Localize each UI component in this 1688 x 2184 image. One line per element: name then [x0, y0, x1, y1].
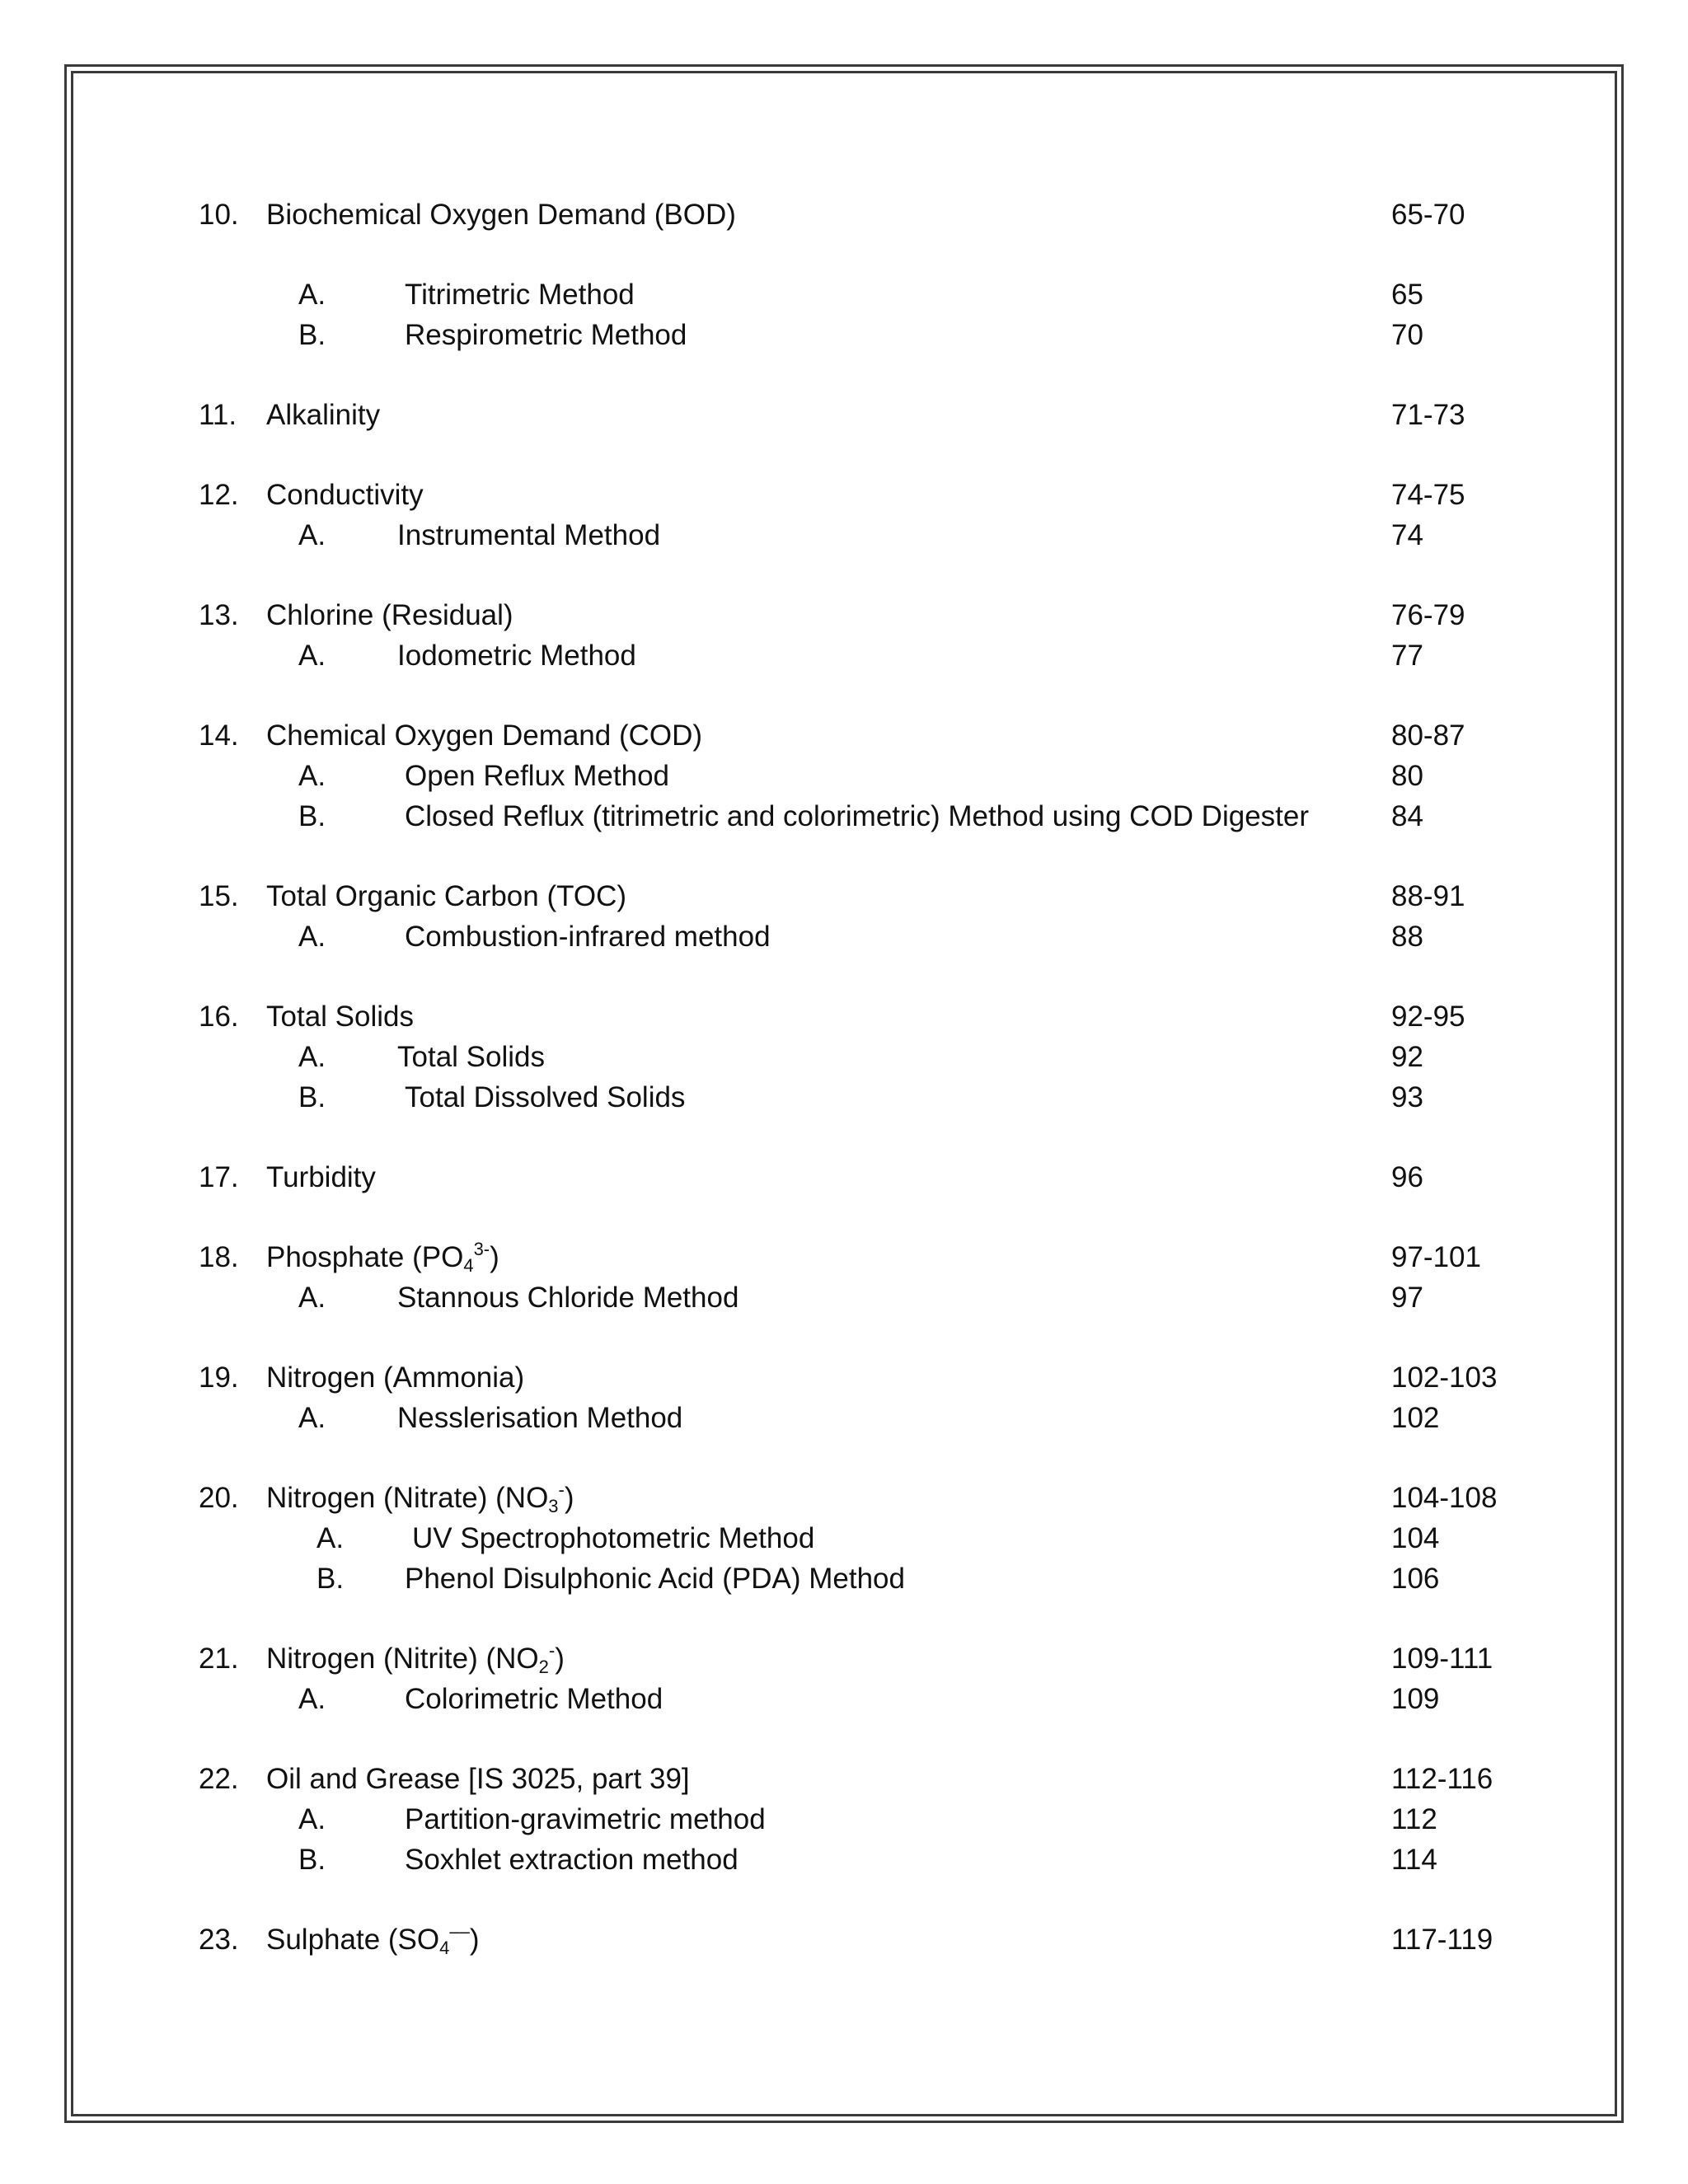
entry-number: 10. — [199, 199, 239, 231]
subscript: 4 — [439, 1938, 450, 1958]
toc-entry — [0, 1479, 1688, 1518]
entry-page-range: 92-95 — [1391, 1001, 1465, 1033]
entry-title: Nitrogen (Ammonia) — [266, 1361, 525, 1394]
toc-entry — [0, 1639, 1688, 1679]
subentry-letter: A. — [298, 1041, 326, 1073]
subentry-letter: B. — [298, 1081, 326, 1113]
subentry-title: Partition-gravimetric method — [405, 1803, 766, 1835]
subentry-letter: A. — [298, 1402, 326, 1434]
entry-title: Total Organic Carbon (TOC) — [266, 880, 627, 912]
subentry-letter: B. — [316, 1563, 345, 1595]
toc-subentry — [0, 316, 1688, 355]
entry-number: 23. — [199, 1924, 239, 1956]
subentry-title: Respirometric Method — [405, 319, 687, 351]
subentry-page: 77 — [1391, 640, 1423, 672]
entry-number: 21. — [199, 1643, 239, 1675]
subentry-title: Colorimetric Method — [405, 1683, 663, 1715]
subentry-page: 114 — [1391, 1844, 1437, 1876]
superscript: - — [558, 1479, 565, 1500]
toc-entry — [0, 1238, 1688, 1277]
entry-page-range: 96 — [1391, 1161, 1423, 1193]
entry-title: Conductivity — [266, 479, 424, 511]
entry-page-range: 80-87 — [1391, 719, 1465, 752]
subentry-page: 106 — [1391, 1563, 1440, 1595]
subentry-letter: B. — [298, 1844, 326, 1876]
entry-number: 18. — [199, 1241, 239, 1273]
superscript: 3- — [473, 1239, 490, 1259]
toc-subentry — [0, 1519, 1688, 1558]
toc-entry — [0, 195, 1688, 235]
toc-entry — [0, 1358, 1688, 1398]
toc-subentry — [0, 1680, 1688, 1719]
superscript: - — [548, 1640, 556, 1661]
subentry-title: Nesslerisation Method — [397, 1402, 683, 1434]
subentry-title: Total Dissolved Solids — [405, 1081, 686, 1113]
subentry-page: 84 — [1391, 800, 1423, 832]
subentry-page: 104 — [1391, 1522, 1440, 1554]
toc-subentry — [0, 797, 1688, 837]
subentry-page: 112 — [1391, 1803, 1437, 1835]
entry-title: Alkalinity — [266, 399, 381, 431]
toc-subentry — [0, 1559, 1688, 1599]
toc-entry — [0, 1920, 1688, 1960]
entry-page-range: 112-116 — [1391, 1763, 1493, 1795]
entry-title: Biochemical Oxygen Demand (BOD) — [266, 199, 736, 231]
subentry-title: Phenol Disulphonic Acid (PDA) Method — [405, 1563, 905, 1595]
subentry-title: Total Solids — [397, 1041, 545, 1073]
title-text: Nitrogen (Nitrate) (NO — [266, 1482, 549, 1514]
toc-entry — [0, 877, 1688, 916]
entry-title — [266, 1479, 574, 1518]
entry-number: 12. — [199, 479, 239, 511]
toc-subentry — [0, 516, 1688, 555]
entry-number: 20. — [199, 1482, 239, 1514]
subentry-letter: A. — [298, 279, 326, 311]
entry-page-range: 117-119 — [1391, 1924, 1493, 1956]
subentry-page: 109 — [1391, 1683, 1440, 1715]
subentry-title: Stannous Chloride Method — [397, 1282, 739, 1314]
toc-entry — [0, 1760, 1688, 1799]
toc-subentry — [0, 1038, 1688, 1077]
entry-page-range: 71-73 — [1391, 399, 1465, 431]
subentry-title: Open Reflux Method — [405, 760, 670, 792]
subentry-page: 80 — [1391, 760, 1423, 792]
subentry-page: 74 — [1391, 519, 1423, 551]
entry-title — [266, 1238, 499, 1277]
toc-entry — [0, 596, 1688, 635]
subentry-letter: A. — [298, 519, 326, 551]
toc-subentry — [0, 1800, 1688, 1840]
toc-entry — [0, 396, 1688, 435]
title-text-end: ) — [564, 1482, 574, 1514]
subentry-letter: A. — [316, 1522, 345, 1554]
toc-subentry — [0, 917, 1688, 957]
subentry-title: Closed Reflux (titrimetric and colorimetric) Method using COD Digester — [405, 800, 1310, 832]
entry-number: 19. — [199, 1361, 239, 1394]
subentry-title: Titrimetric Method — [405, 279, 635, 311]
entry-title: Total Solids — [266, 1001, 414, 1033]
entry-number: 16. — [199, 1001, 239, 1033]
entry-title: Chlorine (Residual) — [266, 599, 513, 631]
subentry-page: 102 — [1391, 1402, 1440, 1434]
toc-subentry — [0, 275, 1688, 315]
subentry-letter: A. — [298, 1282, 326, 1314]
entry-number: 22. — [199, 1763, 239, 1795]
title-text: Nitrogen (Nitrite) (NO — [266, 1643, 539, 1675]
toc-subentry — [0, 1840, 1688, 1880]
entry-number: 17. — [199, 1161, 239, 1193]
toc-subentry — [0, 636, 1688, 676]
title-text: Phosphate (PO — [266, 1241, 464, 1273]
subentry-title: Instrumental Method — [397, 519, 661, 551]
subscript: 3 — [548, 1496, 559, 1516]
subentry-page: 97 — [1391, 1282, 1423, 1314]
entry-page-range: 97-101 — [1391, 1241, 1481, 1273]
entry-page-range: 65-70 — [1391, 199, 1465, 231]
title-text-end: ) — [490, 1241, 499, 1273]
toc-subentry — [0, 757, 1688, 796]
toc-entry — [0, 1158, 1688, 1197]
entry-number: 11. — [199, 399, 237, 431]
toc-entry — [0, 476, 1688, 515]
subentry-letter: A. — [298, 921, 326, 953]
subentry-page: 88 — [1391, 921, 1423, 953]
subentry-page: 65 — [1391, 279, 1423, 311]
title-text-end: ) — [469, 1924, 480, 1956]
subentry-letter: B. — [298, 319, 326, 351]
superscript: –– — [449, 1921, 470, 1942]
subentry-letter: A. — [298, 1803, 326, 1835]
toc-subentry — [0, 1399, 1688, 1438]
entry-page-range: 88-91 — [1391, 880, 1465, 912]
entry-page-range: 76-79 — [1391, 599, 1465, 631]
entry-page-range: 109-111 — [1391, 1643, 1493, 1675]
subentry-title: Combustion-infrared method — [405, 921, 771, 953]
subscript: 2 — [538, 1657, 549, 1677]
subentry-title: UV Spectrophotometric Method — [412, 1522, 815, 1554]
entry-title: Chemical Oxygen Demand (COD) — [266, 719, 703, 752]
entry-number: 13. — [199, 599, 239, 631]
subentry-letter: B. — [298, 800, 326, 832]
entry-page-range: 104-108 — [1391, 1482, 1498, 1514]
entry-title: Oil and Grease [IS 3025, part 39] — [266, 1763, 690, 1795]
subentry-page: 93 — [1391, 1081, 1423, 1113]
toc-subentry — [0, 1078, 1688, 1118]
entry-number: 14. — [199, 719, 239, 752]
subentry-letter: A. — [298, 760, 326, 792]
entry-title — [266, 1639, 565, 1679]
subentry-page: 70 — [1391, 319, 1423, 351]
entry-title: Turbidity — [266, 1161, 376, 1193]
subentry-title: Soxhlet extraction method — [405, 1844, 738, 1876]
subscript: 4 — [463, 1255, 474, 1276]
subentry-title: Iodometric Method — [397, 640, 636, 672]
subentry-letter: A. — [298, 640, 326, 672]
toc-entry — [0, 997, 1688, 1037]
entry-title — [266, 1920, 480, 1960]
toc-entry — [0, 716, 1688, 756]
subentry-letter: A. — [298, 1683, 326, 1715]
entry-page-range: 102-103 — [1391, 1361, 1498, 1394]
title-text-end: ) — [555, 1643, 565, 1675]
entry-number: 15. — [199, 880, 239, 912]
title-text: Sulphate (SO — [266, 1924, 440, 1956]
toc-subentry — [0, 1278, 1688, 1318]
subentry-page: 92 — [1391, 1041, 1423, 1073]
entry-page-range: 74-75 — [1391, 479, 1465, 511]
